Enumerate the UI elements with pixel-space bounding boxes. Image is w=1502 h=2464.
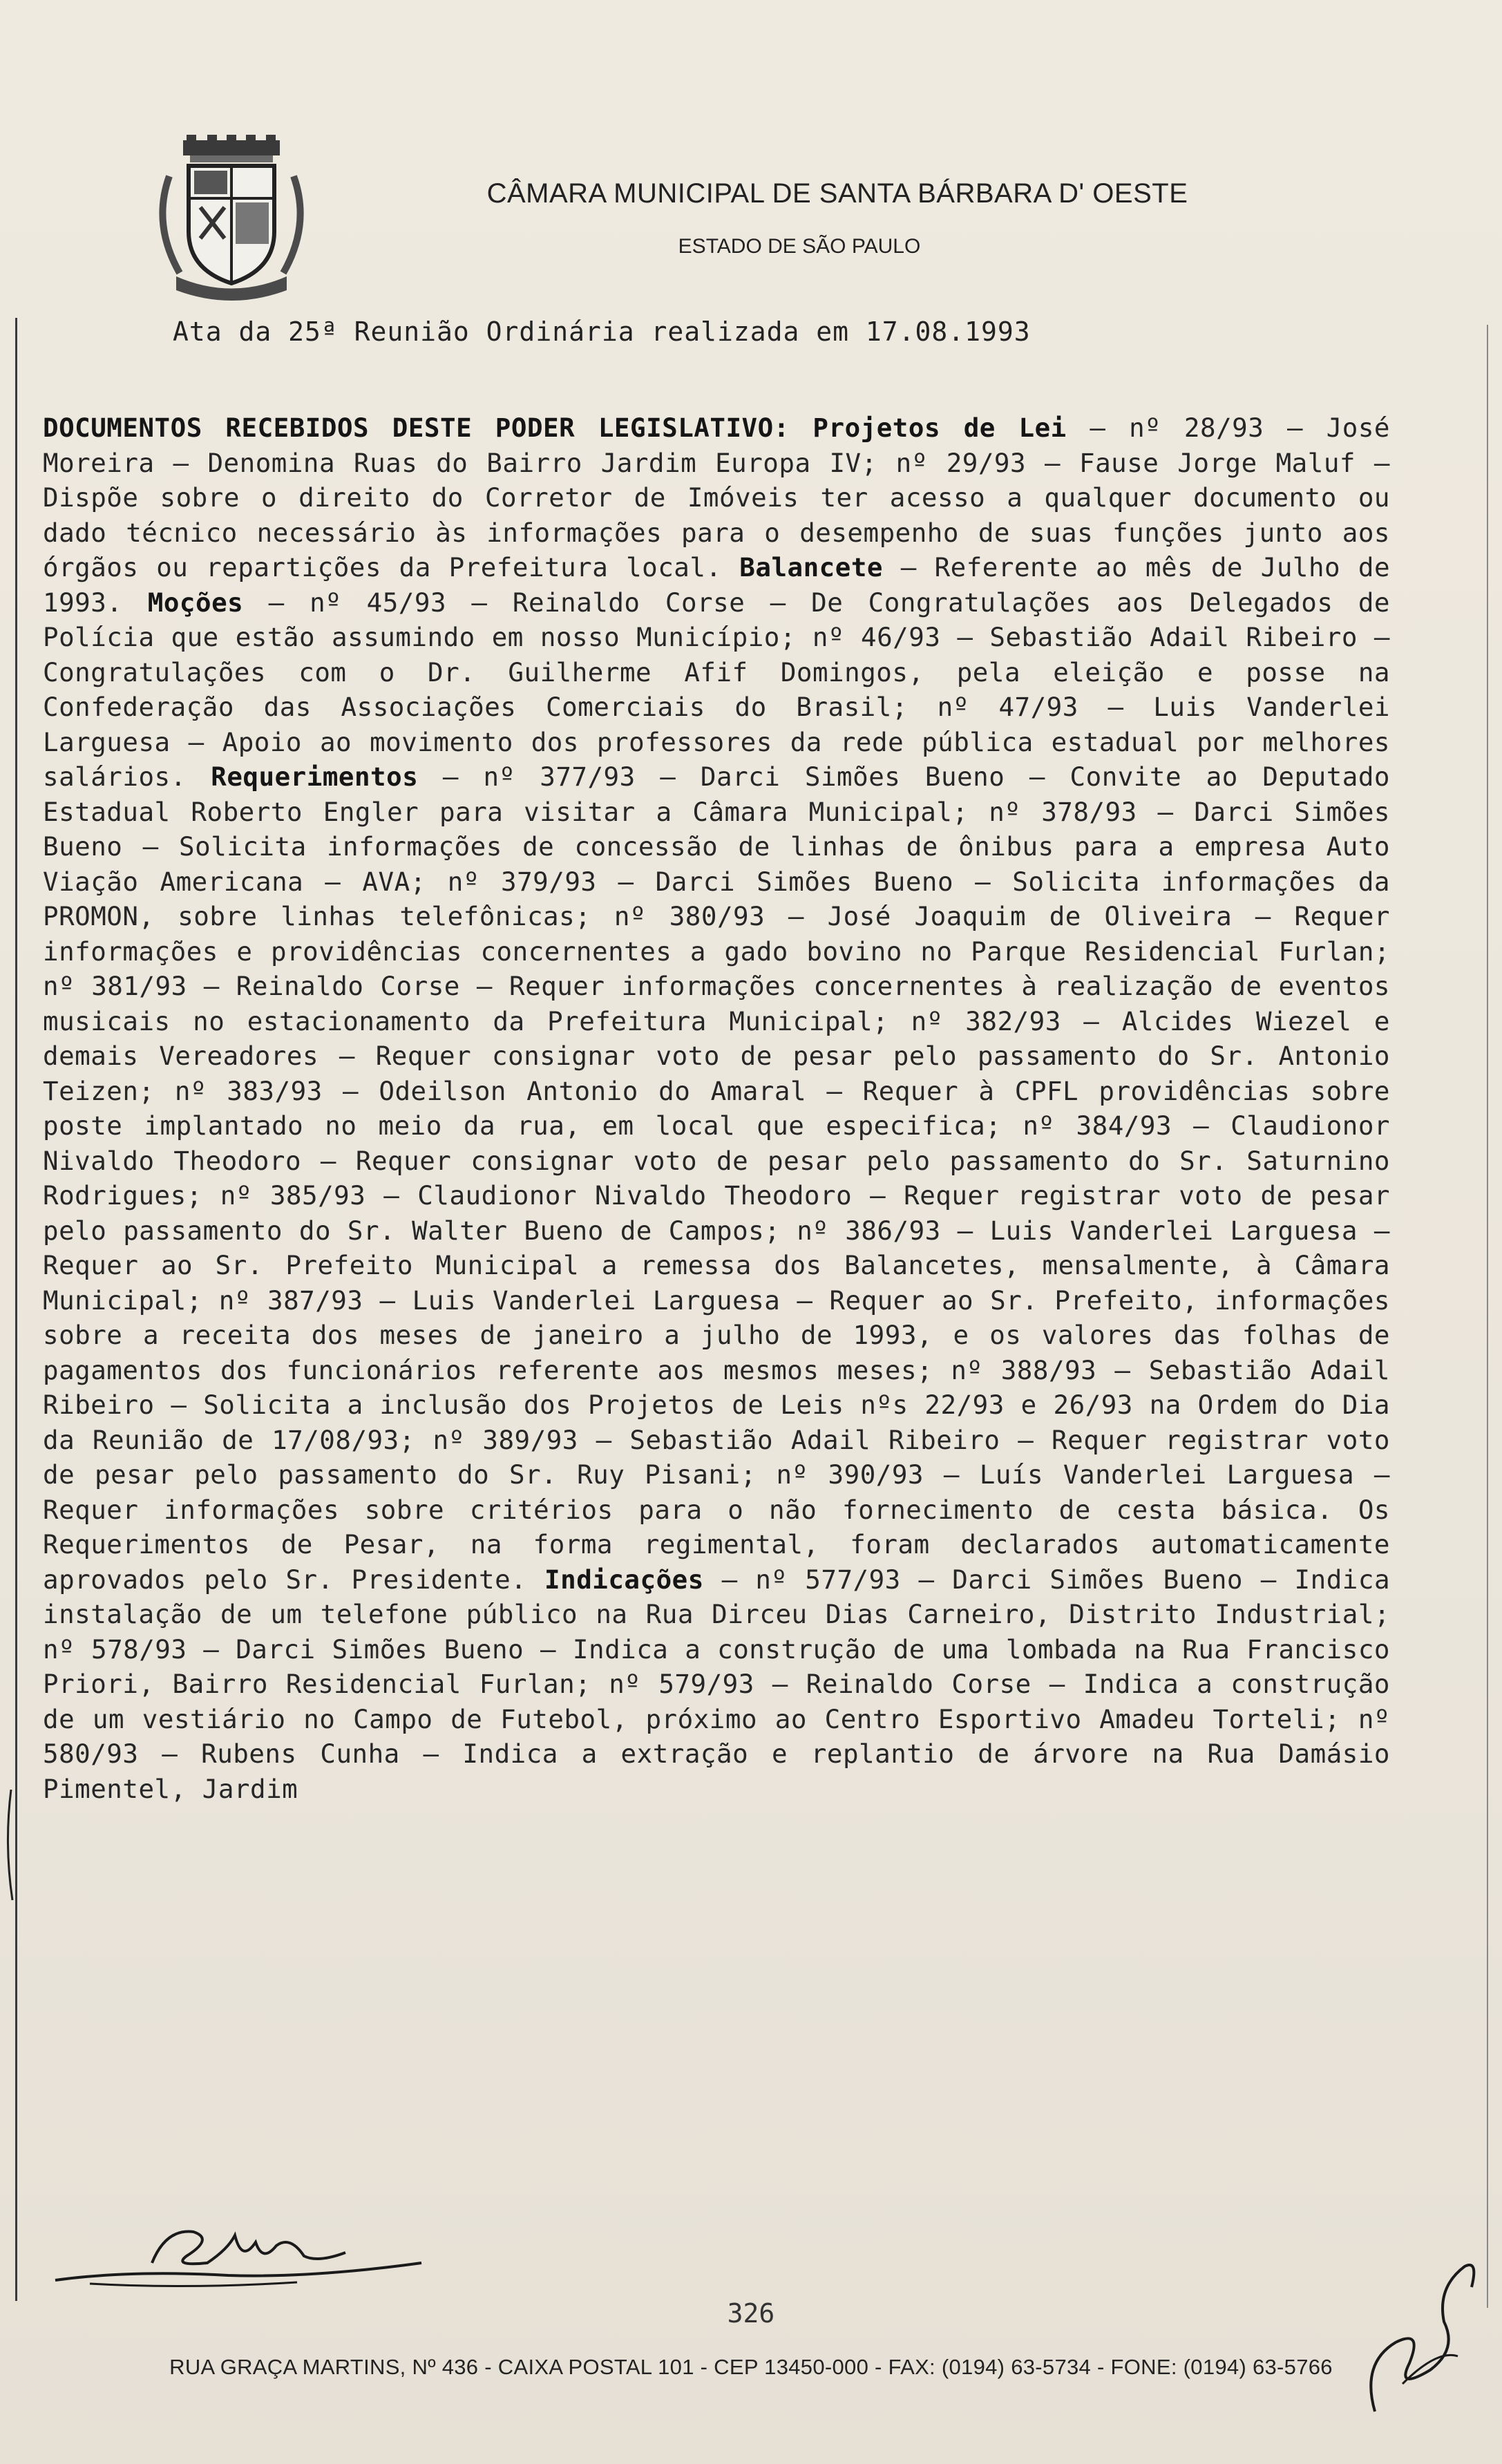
section-balance-text: – Referente ao mês de Julho de 1993. bbox=[43, 552, 1391, 618]
left-margin-line bbox=[15, 318, 17, 2301]
section-indications-label: Indicações bbox=[544, 1564, 704, 1595]
right-margin-line bbox=[1487, 325, 1488, 2308]
section-indications-text: – nº 577/93 – Darci Simões Bueno – Indica instalação de um telefone público na Rua Dirceu Dias Carneiro, Distrito Industrial; nº 578/93 – Darci Simões Bueno – Indica a construção de uma lombada na Rua Francisco Priori, Bairro Residencial Furlan; nº 579/93 – Reinaldo Corse – Indica a construção de um vestiário no Campo de Futebol, próximo ao Centro Esportivo Amadeu Torteli; nº 580/93 – Rubens Cunha – Indica a extração e replantio de árvore na Rua Damásio Pimentel, Jardim bbox=[43, 1564, 1391, 1804]
municipal-coat-of-arms-icon bbox=[149, 135, 314, 304]
margin-mark-icon bbox=[1, 1790, 18, 1900]
minutes-body bbox=[43, 410, 1390, 1806]
signature-icon bbox=[48, 2215, 435, 2297]
side-signature-icon bbox=[1354, 2246, 1492, 2425]
state-name: ESTADO DE SÃO PAULO bbox=[678, 235, 921, 258]
section-bills-text: – nº 28/93 – José Moreira – Denomina Ruas do Bairro Jardim Europa IV; nº 29/93 – Fause Jorge Maluf – Dispõe sobre o direito do Corretor de Imóveis ter acesso a qualquer documento ou dado técnico necessário às informações para o desempenho de suas funções junto aos órgãos ou repartições da Prefeitura local. bbox=[43, 413, 1391, 582]
section-motions-label: Moções bbox=[147, 587, 244, 618]
minutes-title: Ata da 25ª Reunião Ordinária realizada em 17.08.1993 bbox=[173, 316, 1031, 347]
section-motions-text: – nº 45/93 – Reinaldo Corse – De Congratulações aos Delegados de Polícia que estão assumindo em nosso Município; nº 46/93 – Sebastião Adail Ribeiro – Congratulações com o Dr. Guilherme Afif Domingos, pela eleição e posse na Confederação das Associações Comerciais do Brasil; nº 47/93 – Luis Vanderlei Larguesa – Apoio ao movimento dos professores da rede pública estadual por melhores salários. bbox=[43, 587, 1390, 792]
page-number: 326 bbox=[727, 2298, 775, 2329]
institution-name: CÂMARA MUNICIPAL DE SANTA BÁRBARA D' OESTE bbox=[486, 178, 1188, 209]
section-requests-text: – nº 377/93 – Darci Simões Bueno – Convite ao Deputado Estadual Roberto Engler para visitar a Câmara Municipal; nº 378/93 – Darci Simões Bueno – Solicita informações de concessão de linhas de ônibus para a empresa Auto Viação Americana – AVA; nº 379/93 – Darci Simões Bueno – Solicita informações da PROMON, sobre linhas telefônicas; nº 380/93 – José Joaquim de Oliveira – Requer informações e providências concernentes a gado bovino no Parque Residencial Furlan; nº 381/93 – Reinaldo Corse – Requer informações concernentes à realização de eventos musicais no estacionamento da Prefeitura Municipal; nº 382/93 – Alcides Wiezel e demais Vereadores – Requer consignar voto de pesar pelo passamento do Sr. Antonio Teizen; nº 383/93 – Odeilson Antonio do Amaral – Requer à CPFL providências sobre poste implantado no meio da rua, em local que especifica; nº 384/93 – Claudionor Nivaldo Theodoro – Requer consignar voto de pesar pelo passamento do Sr. Saturnino Rodrigues; nº 385/93 – Claudionor Nivaldo Theodoro – Requer registrar voto de pesar pelo passamento do Sr. Walter Bueno de Campos; nº 386/93 – Luis Vanderlei Larguesa – Requer ao Sr. Prefeito Municipal a remessa dos Balancetes, mensalmente, à Câmara Municipal; nº 387/93 – Luis Vanderlei Larguesa – Requer ao Sr. Prefeito, informações sobre a receita dos meses de janeiro a julho de 1993, e os valores das folhas de pagamentos dos funcionários referente aos mesmos meses; nº 388/93 – Sebastião Adail Ribeiro – Solicita a inclusão dos Projetos de Leis nºs 22/93 e 26/93 na Ordem do Dia da Reunião de 17/08/93; nº 389/93 – Sebastião Adail Ribeiro – Requer registrar voto de pesar pelo passamento do Sr. Ruy Pisani; nº 390/93 – Luís Vanderlei Larguesa – Requer informações sobre critérios para o não fornecimento de cesta básica. Os Requerimentos de Pesar, na forma regimental, foram declarados automaticamente aprovados pelo Sr. Presidente. bbox=[43, 761, 1390, 1595]
section-bills-label: Projetos de Lei bbox=[812, 413, 1067, 443]
section-requests-label: Requerimentos bbox=[211, 761, 419, 792]
section-balance-label: Balancete bbox=[739, 552, 883, 582]
section-documents-label: DOCUMENTOS RECEBIDOS DESTE PODER LEGISLATIVO: bbox=[43, 413, 790, 443]
footer-address: RUA GRAÇA MARTINS, Nº 436 - CAIXA POSTAL 101 - CEP 13450-000 - FAX: (0194) 63-5734 - FONE: (0194) 63-5766 bbox=[169, 2355, 1333, 2379]
